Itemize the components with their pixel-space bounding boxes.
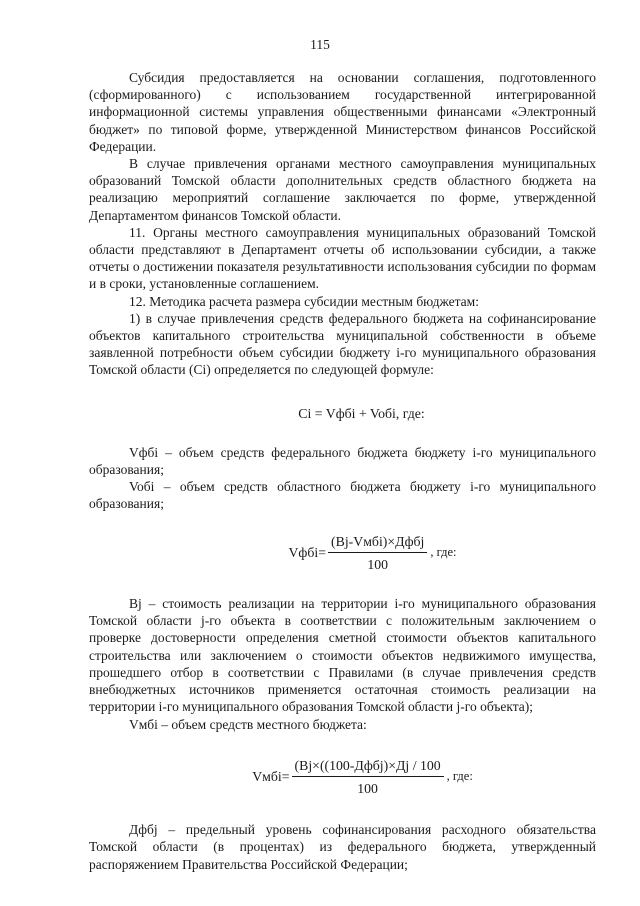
definition-vobi: Voбi – объем средств областного бюджета бюджету i-го муниципального образования; [89, 479, 596, 512]
formula-vmbi-fraction [292, 757, 444, 797]
definition-bj: Bj – стоимость реализации на территории i-го муниципального образования Томской области j-го объекта в соответствии с положительным заключением о проверке достоверности определения сметной стоимости объектов капитального строительства или заключением о стоимости объектов недвижимого имущества, прошедшего отбор в соответствии с Правилами (в случае привлечения средств внебюджетных источников применяется остаточная стоимость реализации на территории i-го муниципального образования Томской области j-го объекта); [89, 596, 596, 715]
definition-vfbi: Vфбi – объем средств федерального бюджета бюджету i-го муниципального образования; [89, 444, 596, 478]
formula-vmbi [89, 757, 596, 797]
definition-vmbi: Vмбi – объем средств местного бюджета: [129, 716, 367, 732]
definition-dfbj: Дфбj – предельный уровень софинансирования расходного обязательства Томской области (в процентах) из федерального бюджета, утвержденный распоряжением Правительства Российской Федерации; [89, 822, 596, 872]
formula-vfbi-fraction [328, 533, 427, 573]
formula-vmbi-numerator: (Bj×((100-Дфбj)×Дj / 100 [292, 757, 444, 777]
formula-vmbi-tail: , где: [446, 769, 473, 784]
formula-vfbi-lhs: Vфбi= [288, 545, 327, 561]
paragraph-item-1: 1) в случае привлечения средств федерального бюджета на софинансирование объектов капитального строительства муниципальной собственности в объеме заявленной потребности объем субсидии бюджету i-го муниципального образования Томской области (Ci) определяется по следующей формуле: [89, 310, 596, 378]
paragraph-section-11: 11. Органы местного самоуправления муниципальных образований Томской области представляют в Департамент отчеты об использовании субсидии, а также отчеты о достижении показателя результативности использования субсидии по формам и в сроки, установленные соглашением. [89, 224, 596, 292]
page-number: 115 [310, 37, 330, 52]
formula-vfbi-numerator: (Bj-Vмбi)×Дфбj [328, 533, 427, 553]
paragraph-local-government-funds: В случае привлечения органами местного самоуправления муниципальных образований Томской области дополнительных средств областного бюджета на реализацию мероприятий соглашение заключается по форме, утвержденной Департаментом финансов Томской области. [89, 156, 596, 223]
paragraph-subsidy-agreement: Субсидия предоставляется на основании соглашения, подготовленного (сформированного) с использованием государственной интегрированной информационной системы управления общественными финансами «Электронный бюджет» по типовой форме, утвержденной Министерством финансов Российской Федерации. [89, 70, 596, 154]
formula-vfbi-tail: , где: [430, 545, 457, 560]
formula-vfbi [89, 533, 596, 573]
formula-vmbi-denominator: 100 [357, 780, 378, 796]
formula-vfbi-denominator: 100 [367, 556, 389, 572]
paragraph-section-12: 12. Методика расчета размера субсидии местным бюджетам: [129, 293, 479, 309]
document-body [89, 69, 596, 873]
formula-vmbi-lhs: Vмбi= [252, 769, 290, 785]
formula-ci: Ci = Vфбi + Voбi, где: [298, 405, 425, 421]
